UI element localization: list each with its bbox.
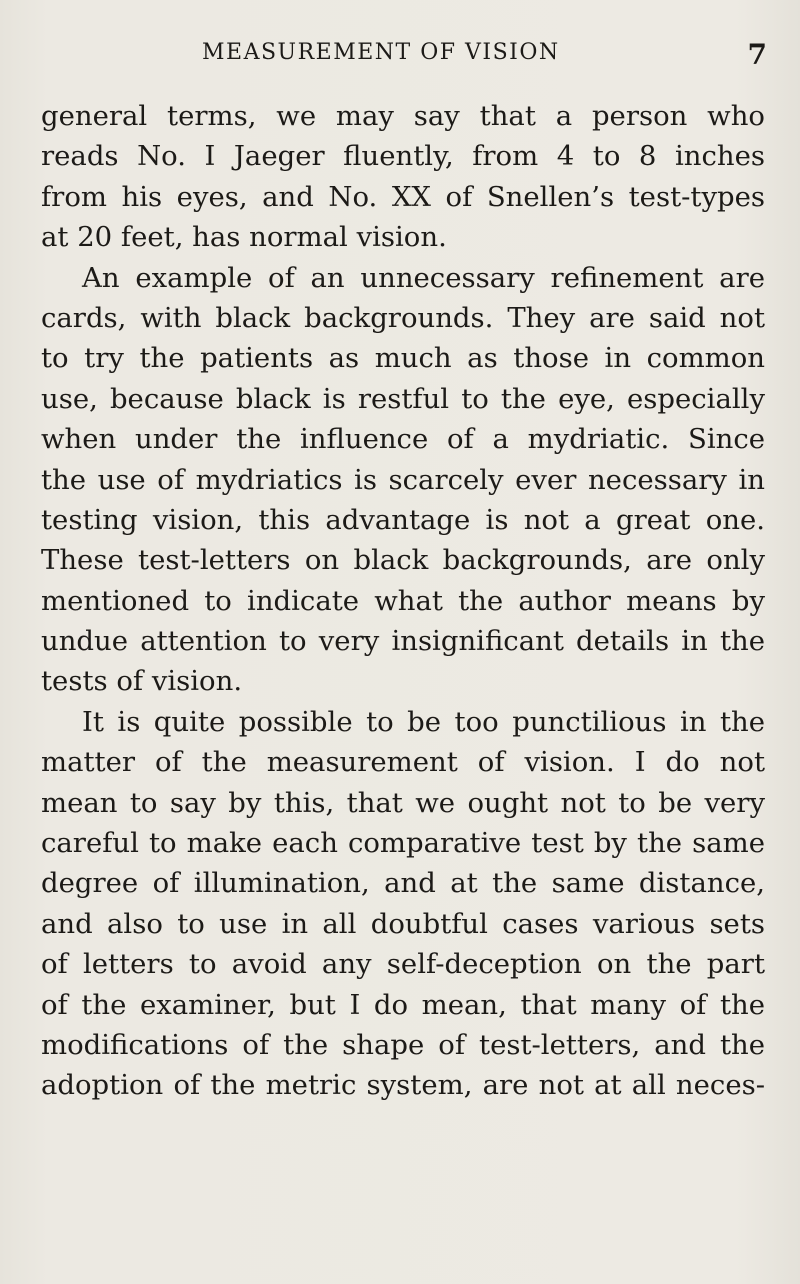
text-line: mentioned to indicate what the author means by <box>41 584 765 617</box>
running-head-title: MEASUREMENT OF VISION <box>202 40 560 65</box>
body-text <box>41 96 765 1106</box>
text-line: tests of vision. <box>41 665 243 698</box>
text-line: from his eyes, and No. XX of Snellen’s test-types <box>41 180 765 213</box>
text-line: modifications of the shape of test-letters, and the <box>41 1028 765 1061</box>
text-line: cards, with black backgrounds. They are said not <box>41 301 765 334</box>
text-line: testing vision, this advantage is not a great one. <box>41 503 765 536</box>
text-line: undue attention to very insignificant details in the <box>41 625 765 658</box>
text-line: the use of mydriatics is scarcely ever necessary in <box>41 463 765 496</box>
page-number: 7 <box>747 38 767 71</box>
text-line: matter of the measurement of vision. I do not <box>41 746 765 779</box>
text-line: and also to use in all doubtful cases various sets <box>41 907 765 940</box>
text-line: when under the influence of a mydriatic. Since <box>41 423 765 456</box>
text-line: These test-letters on black backgrounds, are only <box>41 544 765 577</box>
text-line: use, because black is restful to the eye, especially <box>41 382 765 415</box>
text-line: degree of illumination, and at the same distance, <box>41 867 765 900</box>
text-line: adoption of the metric system, are not at all neces- <box>41 1069 765 1102</box>
text-line: It is quite possible to be too punctilious in the <box>82 705 765 738</box>
text-line: An example of an unnecessary refinement are <box>82 261 765 294</box>
text-line: at 20 feet, has normal vision. <box>41 221 447 254</box>
text-line: mean to say by this, that we ought not to be very <box>41 786 765 819</box>
text-line: general terms, we may say that a person who <box>41 100 765 132</box>
text-line: to try the patients as much as those in common <box>41 342 765 375</box>
text-line: careful to make each comparative test by the same <box>41 827 765 860</box>
text-line: reads No. I Jaeger fluently, from 4 to 8 inches <box>41 140 765 173</box>
text-line: of the examiner, but I do mean, that many of the <box>41 988 765 1021</box>
text-line: of letters to avoid any self-deception on the part <box>41 948 765 981</box>
running-head <box>40 40 767 74</box>
